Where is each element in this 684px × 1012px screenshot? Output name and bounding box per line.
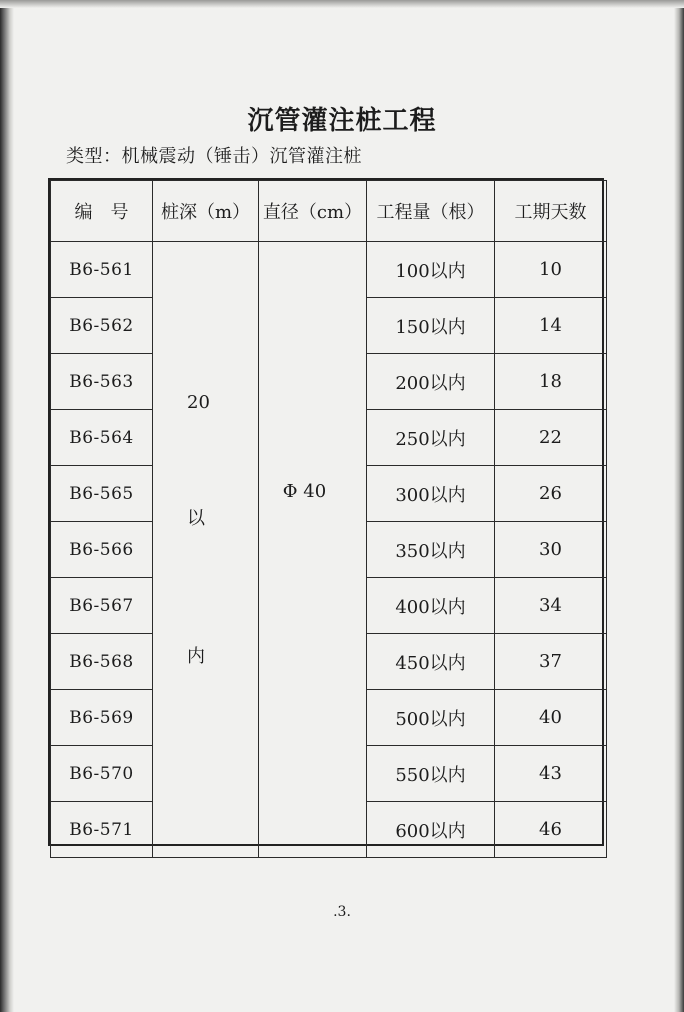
header-depth: 桩深（m） bbox=[153, 181, 259, 242]
header-days: 工期天数 bbox=[495, 181, 607, 242]
row-code: B6-565 bbox=[51, 466, 153, 522]
row-days: 46 bbox=[495, 802, 607, 858]
schedule-grid bbox=[50, 180, 607, 858]
row-quantity: 600以内 bbox=[367, 802, 495, 858]
header-code: 编 号 bbox=[51, 181, 153, 242]
row-quantity: 150以内 bbox=[367, 298, 495, 354]
row-days: 43 bbox=[495, 746, 607, 802]
depth-within-1: 以 bbox=[187, 508, 205, 529]
row-days: 14 bbox=[495, 298, 607, 354]
depth-value: 20 bbox=[187, 392, 210, 413]
row-days: 30 bbox=[495, 522, 607, 578]
row-quantity: 250以内 bbox=[367, 410, 495, 466]
row-quantity: 500以内 bbox=[367, 690, 495, 746]
row-code: B6-571 bbox=[51, 802, 153, 858]
row-code: B6-569 bbox=[51, 690, 153, 746]
row-code: B6-563 bbox=[51, 354, 153, 410]
row-days: 37 bbox=[495, 634, 607, 690]
row-days: 34 bbox=[495, 578, 607, 634]
row-quantity: 350以内 bbox=[367, 522, 495, 578]
row-quantity: 200以内 bbox=[367, 354, 495, 410]
row-quantity: 450以内 bbox=[367, 634, 495, 690]
header-diameter: 直径（cm） bbox=[259, 181, 367, 242]
row-code: B6-568 bbox=[51, 634, 153, 690]
row-quantity: 400以内 bbox=[367, 578, 495, 634]
diameter-cell bbox=[259, 242, 367, 858]
row-code: B6-561 bbox=[51, 242, 153, 298]
depth-within-2: 内 bbox=[187, 646, 205, 667]
depth-cell bbox=[153, 242, 259, 858]
header-quantity: 工程量（根） bbox=[367, 181, 495, 242]
schedule-table bbox=[48, 178, 604, 846]
row-days: 40 bbox=[495, 690, 607, 746]
header-row bbox=[51, 181, 607, 242]
row-code: B6-562 bbox=[51, 298, 153, 354]
table-subtitle: 类型：机械震动（锤击）沉管灌注桩 bbox=[66, 146, 362, 167]
row-quantity: 100以内 bbox=[367, 242, 495, 298]
page-number: .3. bbox=[333, 904, 351, 920]
row-code: B6-567 bbox=[51, 578, 153, 634]
row-days: 10 bbox=[495, 242, 607, 298]
scan-edge-left bbox=[0, 0, 14, 1012]
diameter-value: Φ 40 bbox=[282, 481, 327, 502]
row-quantity: 550以内 bbox=[367, 746, 495, 802]
row-days: 26 bbox=[495, 466, 607, 522]
row-days: 22 bbox=[495, 410, 607, 466]
row-code: B6-570 bbox=[51, 746, 153, 802]
row-code: B6-566 bbox=[51, 522, 153, 578]
table-row bbox=[51, 242, 607, 298]
scan-edge-right bbox=[674, 0, 684, 1012]
row-days: 18 bbox=[495, 354, 607, 410]
page-title: 沉管灌注桩工程 bbox=[247, 106, 437, 136]
scan-edge-top bbox=[0, 0, 684, 8]
row-code: B6-564 bbox=[51, 410, 153, 466]
row-quantity: 300以内 bbox=[367, 466, 495, 522]
